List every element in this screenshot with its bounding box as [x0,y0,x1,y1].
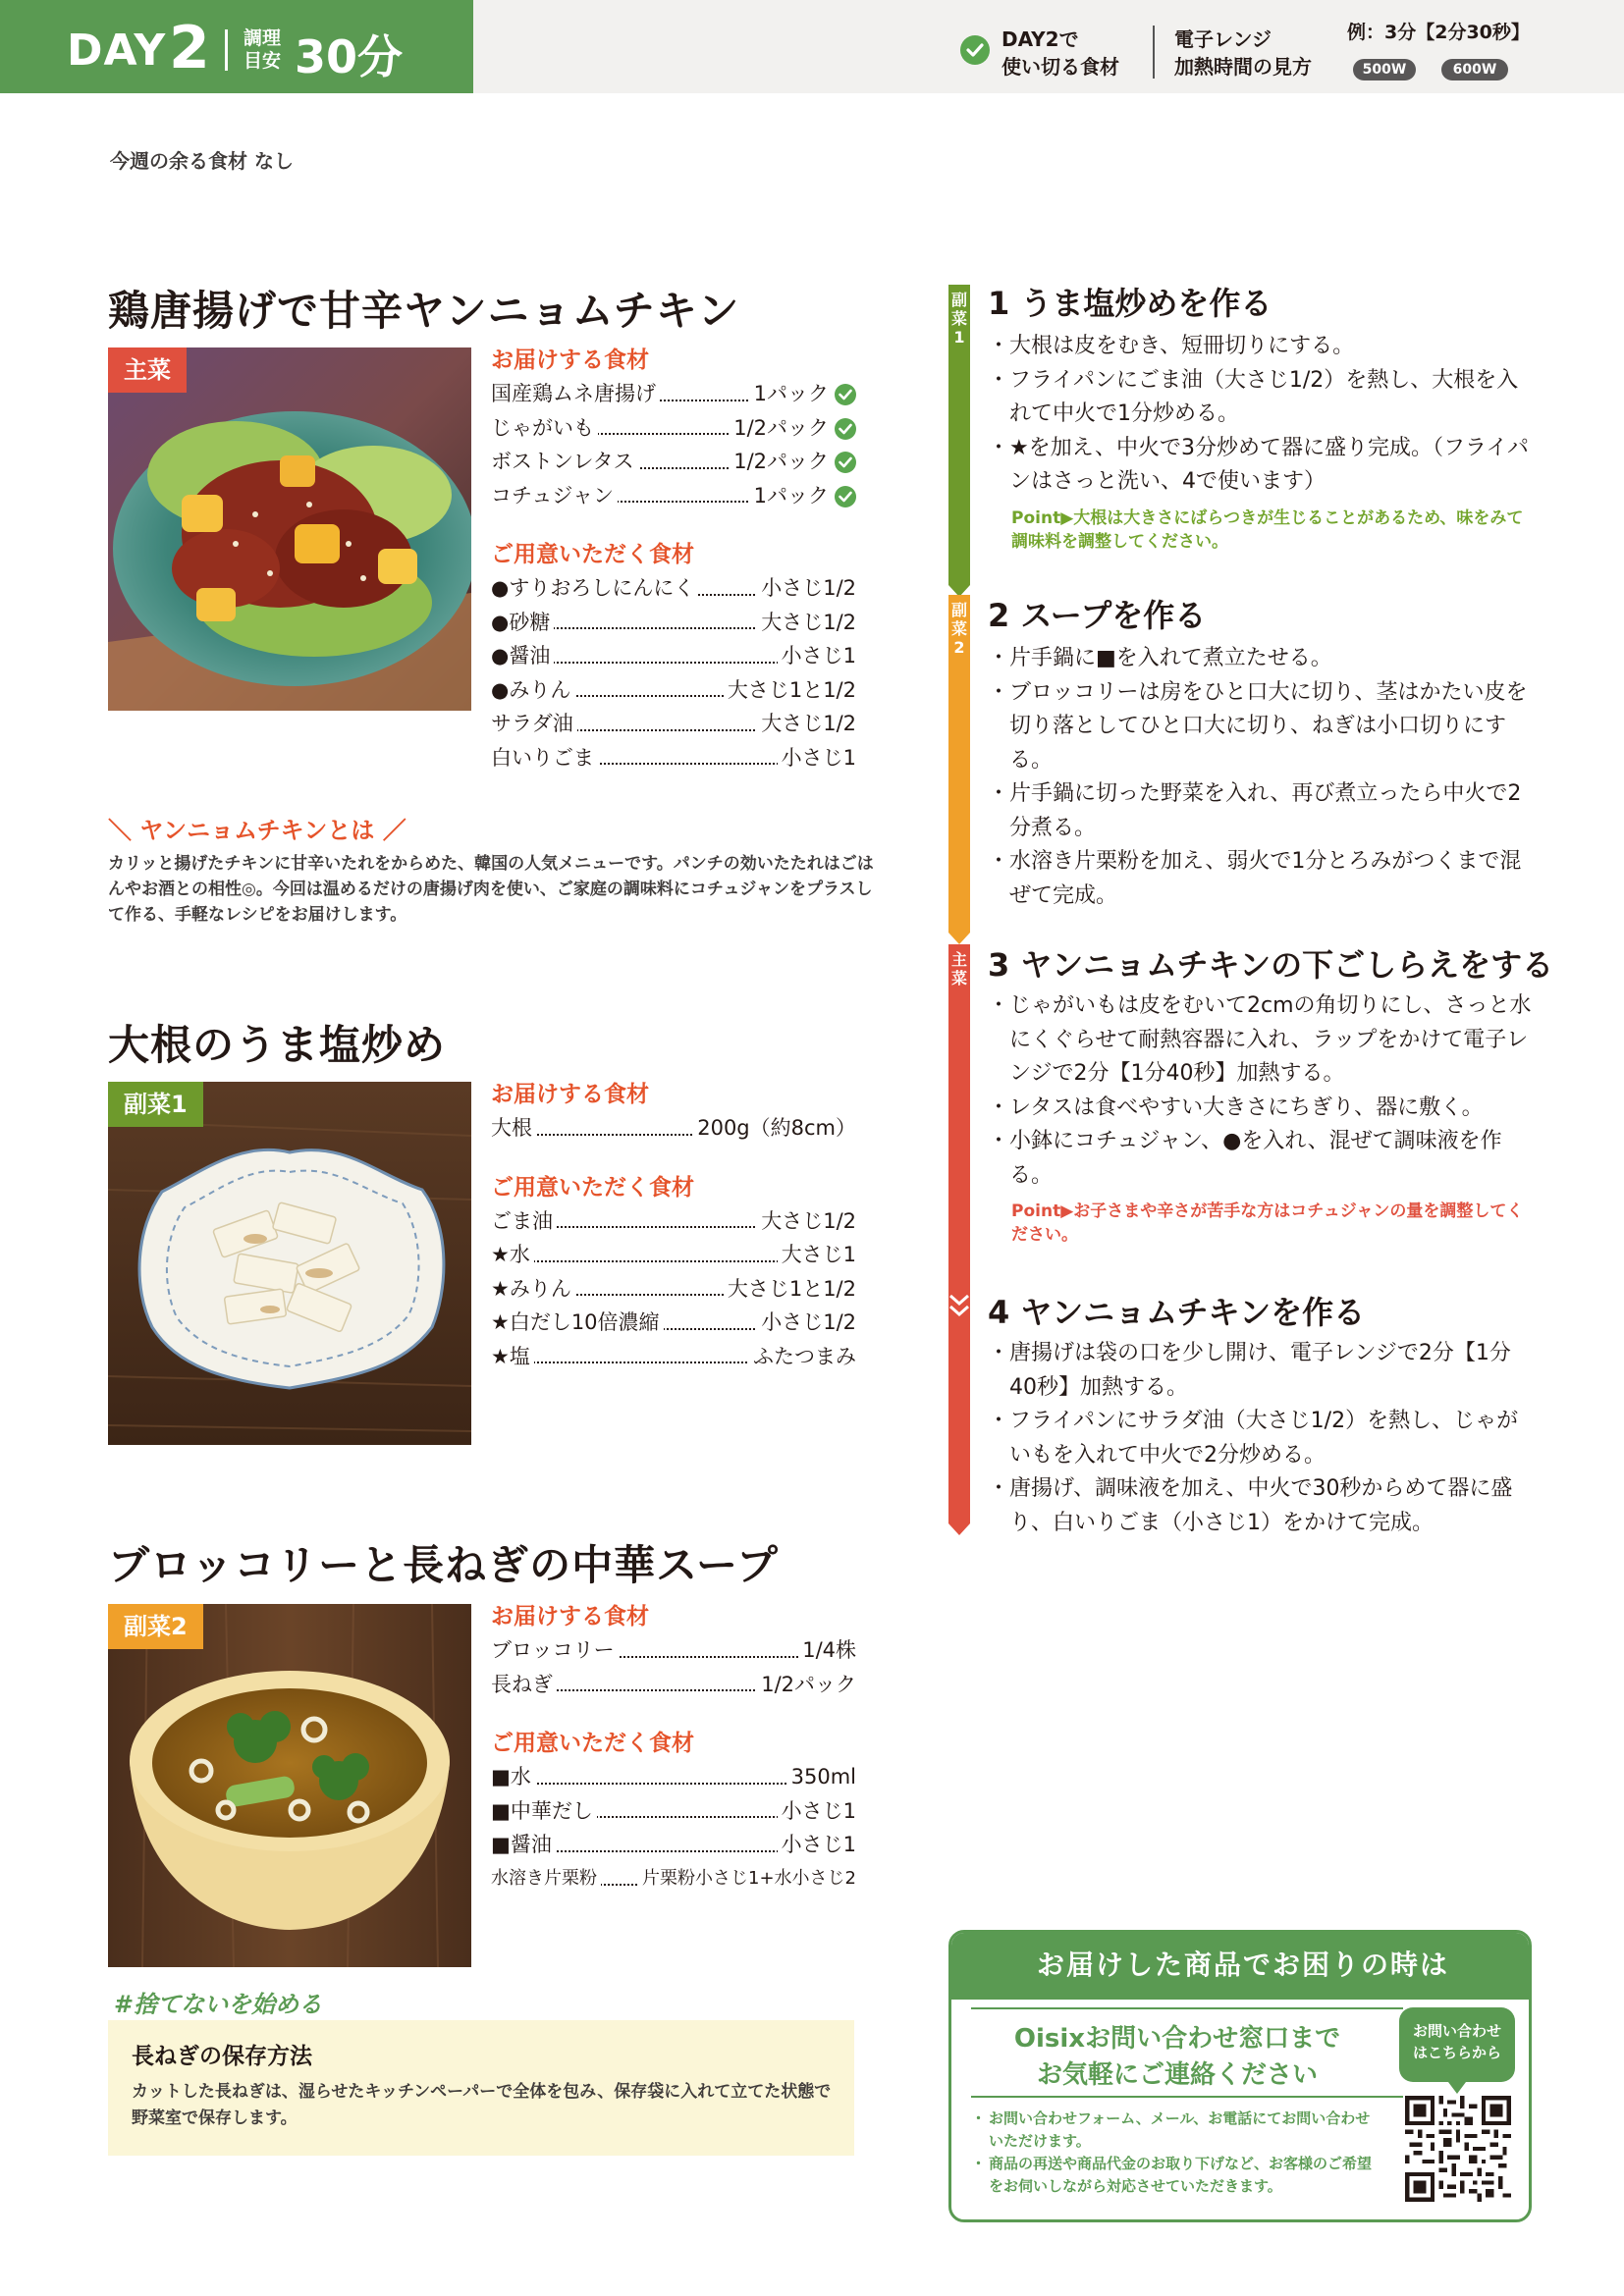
side1-photo [108,1082,471,1445]
leftover-ingredients: 今週の余る食材 なし [110,149,294,173]
spacer [491,512,856,538]
step-1-list [988,330,1538,500]
step-3-title: 3 ヤンニョムチキンの下ごしらえをする [988,946,1554,984]
storage-tips-box [108,2020,854,2156]
step-1-point: Point▶大根は大きさにばらつきが生じることがあるため、味をみて調味料を調整してください。 [1011,508,1524,552]
step-text: フライパンにサラダ油（大さじ1/2）を熱し、じゃがいもを入れて中火で2分炒める。 [1009,1409,1519,1468]
ingredient-row [491,1633,856,1668]
ingredient-name: ■中華だし [491,1794,597,1829]
ingredient-amount: 大さじ1と1/2 [724,1272,856,1307]
step-4-list [988,1337,1538,1540]
ingredient-row [491,1794,856,1829]
step-text: 片手鍋に■を入れて煮立たせる。 [1009,646,1332,670]
ingredient-row [491,445,856,479]
ingredient-amount: 1/2パック [757,1668,856,1702]
check-icon [835,486,856,507]
main-dish-tag: 主菜 [108,347,187,393]
bullet: ・ [971,2109,987,2127]
step-text: じゃがいもは皮をむいて2cmの角切りにし、さっと水にくぐらせて耐熱容器に入れ、ラップをかけて電子レンジで2分【1分40秒】加熱する。 [1009,993,1532,1086]
ingredient-amount: 小さじ1/2 [757,1306,856,1340]
ingredient-row [491,1204,856,1239]
step-item [988,432,1538,500]
step-text: 水溶き片栗粉を加え、弱火で1分とろみがつくまで混ぜて完成。 [1009,849,1522,908]
ingredient-name: 国産鶏ムネ唐揚げ [491,377,660,411]
bullet: ・ [971,2155,987,2172]
bullet: ・ [988,679,1010,705]
bullet: ・ [988,781,1010,806]
ingredient-row [491,639,856,673]
ingredient-row [491,1238,856,1272]
step-text: 片手鍋に切った野菜を入れ、再び煮立ったら中火で2分煮る。 [1009,781,1522,840]
side1-title: 大根のうま塩炒め [108,1021,447,1069]
divider [971,2007,1403,2009]
ingredient-row [491,377,856,411]
ingredient-amount: ふたつまみ [749,1340,856,1374]
ingredient-row [491,606,856,640]
ingredient-amount: 大さじ1/2 [757,707,856,741]
tips-title: 長ねぎの保存方法 [132,2044,312,2069]
bar-arrow [948,1523,970,1535]
bullet: ・ [988,1341,1010,1365]
step-item [988,1405,1538,1472]
bullet: ・ [988,367,1010,393]
step-item [988,1472,1538,1540]
ingredient-name: ■水 [491,1760,535,1794]
ingredient-row [491,1828,856,1862]
side1-tag: 副菜1 [108,1082,203,1127]
ingredient-row [491,1340,856,1374]
delivered-heading: お届けする食材 [491,1604,649,1629]
bar-label: 主菜 [950,950,967,988]
bar-arrow [948,933,970,944]
watt-500-badge: 500W [1353,59,1416,80]
side2-title: ブロッコリーと長ねぎの中華スープ [108,1541,779,1589]
side2-tag: 副菜2 [108,1604,203,1649]
step-2-list [988,642,1538,913]
ingredient-amount: 小さじ1/2 [757,571,856,606]
step-item [988,845,1538,913]
step-3-point: Point▶お子さまや辛さが苦手な方はコチュジャンの量を調整してください。 [1011,1201,1524,1245]
ingredient-row [491,707,856,741]
header-bar [0,0,1624,93]
ingredient-amount: 1パック [750,377,829,411]
ingredient-row [491,571,856,606]
check-icon [835,384,856,405]
bullet: ・ [988,1095,1010,1120]
bullet: ・ [988,1409,1010,1433]
soup-photo-image [108,1604,471,1967]
prepare-heading: ご用意いただく食材 [491,1174,694,1201]
side2-ingredients [491,1600,856,1896]
ingredient-row [491,1862,856,1896]
main-dish-ingredients [491,344,856,774]
step-item [988,330,1538,364]
ingredient-amount: 大さじ1/2 [757,606,856,640]
ingredient-name: ●砂糖 [491,606,554,640]
side2-step-bar [948,595,970,933]
ingredient-amount: 小さじ1 [778,639,856,673]
bar-label: 副菜1 [950,291,967,347]
ingredient-amount: 小さじ1 [778,1794,856,1829]
ingredient-amount: 片栗粉小さじ1+水小さじ2 [638,1862,856,1896]
delivered-heading: お届けする食材 [491,347,649,373]
step-item [988,642,1538,676]
ingredient-name: じゃがいも [491,411,598,446]
ingredient-row [491,741,856,775]
bullet: ・ [988,1129,1010,1153]
ingredient-name: ●みりん [491,673,574,708]
watt-600-badge: 600W [1441,59,1508,80]
divider [1153,26,1155,79]
cook-time-value: 30分 [295,30,404,83]
step-item [988,989,1538,1092]
step-item [988,676,1538,778]
contact-bubble: お問い合わせ はこちらから [1399,2007,1515,2082]
main-dish-title: 鶏唐揚げで甘辛ヤンニョムチキン [108,287,740,335]
ingredient-name: ごま油 [491,1204,557,1239]
ingredient-name: 白いりごま [491,741,598,775]
ingredient-amount: 小さじ1 [778,741,856,775]
ingredient-amount: 大さじ1と1/2 [724,673,856,708]
daikon-photo-image [108,1082,471,1445]
ingredient-name: ●すりおろしにんにく [491,571,698,606]
ingredient-name: ■醤油 [491,1828,556,1862]
microwave-guide-label: 電子レンジ 加熱時間の見方 [1174,27,1312,79]
ingredient-row [491,479,856,513]
ingredient-name: ●醤油 [491,639,554,673]
check-icon [835,452,856,473]
check-icon [835,418,856,440]
side2-photo [108,1604,471,1967]
ingredient-row [491,1306,856,1340]
ingredient-amount: 小さじ1 [778,1828,856,1862]
ingredient-name: ★水 [491,1238,534,1272]
chevron-down-icon [948,1294,970,1319]
microwave-example: 例：3分【2分30秒】 [1347,22,1530,43]
support-note [971,2108,1383,2153]
ingredient-name: サラダ油 [491,707,577,741]
step-text: 小鉢にコチュジャン、●を入れ、混ぜて調味液を作る。 [1009,1129,1502,1188]
step-item [988,1125,1538,1193]
ingredient-amount: 200g（約8cm） [693,1111,856,1146]
ingredient-row [491,1760,856,1794]
ingredient-name: ★白だし10倍濃縮 [491,1306,664,1340]
divider [225,29,228,71]
cook-time-label: 調理目安 [244,27,282,72]
step-1-title: 1 うま塩炒めを作る [988,285,1272,322]
day-word: DAY [67,26,167,76]
ingredient-amount: 大さじ1 [778,1238,856,1272]
ingredient-amount: 350ml [787,1760,856,1794]
delivered-heading: お届けする食材 [491,1082,649,1107]
step-text: 唐揚げ、調味液を加え、中火で30秒からめて器に盛り、白いりごま（小さじ1）をかけて完成。 [1009,1476,1513,1535]
bullet: ・ [988,1476,1010,1501]
support-heading: お届けした商品でお困りの時は [951,1933,1532,2000]
step-text: 大根は皮をむき、短冊切りにする。 [1009,334,1355,358]
main-dish-photo [108,347,471,711]
step-3-list [988,989,1538,1193]
step-item [988,1092,1538,1126]
ingredient-name: ブロッコリー [491,1633,619,1668]
tips-text: カットした長ねぎは、湿らせたキッチンペーパーで全体を包み、保存袋に入れて立てた状態で野菜室で保存します。 [132,2082,832,2128]
day-badge [0,0,473,93]
spacer [491,1701,856,1727]
ingredient-row [491,1668,856,1702]
bullet: ・ [988,993,1010,1018]
ingredient-name: ★みりん [491,1272,575,1307]
step-text: レタスは食べやすい大きさにちぎり、器に敷く。 [1009,1095,1484,1120]
side1-step-bar [948,285,970,585]
spacer [491,1146,856,1171]
about-heading: ＼ ヤンニョムチキンとは ／ [108,817,406,844]
ingredient-name: 長ねぎ [491,1668,557,1702]
ingredient-amount: 1/2パック [730,411,829,446]
chicken-photo-image [108,347,471,711]
step-text: ★を加え、中火で3分炒めて器に盛り完成。（フライパンはさっと洗い、4で使います） [1009,435,1529,494]
bullet: ・ [988,646,1010,670]
note-text: 商品の再送や商品代金のお取り下げなど、お客様のご希望をお伺いしながら対応させていただきます。 [989,2155,1373,2195]
step-text: ブロッコリーは房をひと口大に切り、茎はかたい皮を切り落としてひと口大に切り、ねぎは小口切りにする。 [1009,679,1528,773]
prepare-heading: ご用意いただく食材 [491,542,694,567]
about-text: カリッと揚げたチキンに甘辛いたれをからめた、韓国の人気メニューです。パンチの効いたたれはごはんやお酒との相性◎。今回は温めるだけの唐揚げ肉を使い、ご家庭の調味料にコチュジャンをプラスして作る、手軽なレシピをお届けします。 [108,854,874,925]
support-message: Oisixお問い合わせ窓口まで お気軽にご連絡ください [1013,2024,1341,2090]
ingredient-amount: 1/2パック [730,445,829,479]
ingredient-name: コチュジャン [491,479,618,513]
ingredient-name: 水溶き片栗粉 [491,1862,601,1896]
ingredient-row [491,1272,856,1307]
step-item [988,364,1538,432]
ingredient-amount: 1/4株 [798,1633,856,1668]
check-icon [960,35,990,65]
support-notes [971,2108,1383,2198]
prepare-heading: ご用意いただく食材 [491,1731,694,1756]
divider [971,2096,1403,2098]
bullet: ・ [988,435,1010,460]
no-waste-hashtag: #捨てないを始める [114,1990,323,2018]
side1-ingredients [491,1078,856,1373]
step-item [988,777,1538,845]
ingredient-row [491,673,856,708]
step-2-title: 2 スープを作る [988,597,1207,634]
ingredient-name: ボストンレタス [491,445,638,479]
ingredient-row [491,411,856,446]
day-number: 2 [169,14,210,82]
ingredient-amount: 大さじ1/2 [757,1204,856,1239]
qr-code-icon[interactable] [1405,2096,1511,2202]
bullet: ・ [988,334,1010,358]
use-up-legend [960,26,1147,77]
customer-support-panel [948,1930,1532,2222]
step-4-title: 4 ヤンニョムチキンを作る [988,1294,1366,1331]
ingredient-amount: 1パック [750,479,829,513]
use-up-legend-text: DAY2で 使い切る食材 [1001,27,1119,79]
ingredient-name: 大根 [491,1111,536,1146]
step-item [988,1337,1538,1405]
ingredient-name: ★塩 [491,1340,534,1374]
support-note [971,2153,1383,2198]
ingredient-row [491,1111,856,1146]
step-text: 唐揚げは袋の口を少し開け、電子レンジで2分【1分40秒】加熱する。 [1009,1341,1511,1400]
step-text: フライパンにごま油（大さじ1/2）を熱し、大根を入れて中火で1分炒める。 [1009,367,1519,426]
note-text: お問い合わせフォーム、メール、お電話にてお問い合わせいただけます。 [989,2109,1371,2150]
main-step-bar [948,944,970,1523]
bar-label: 副菜2 [950,601,967,657]
bullet: ・ [988,849,1010,874]
